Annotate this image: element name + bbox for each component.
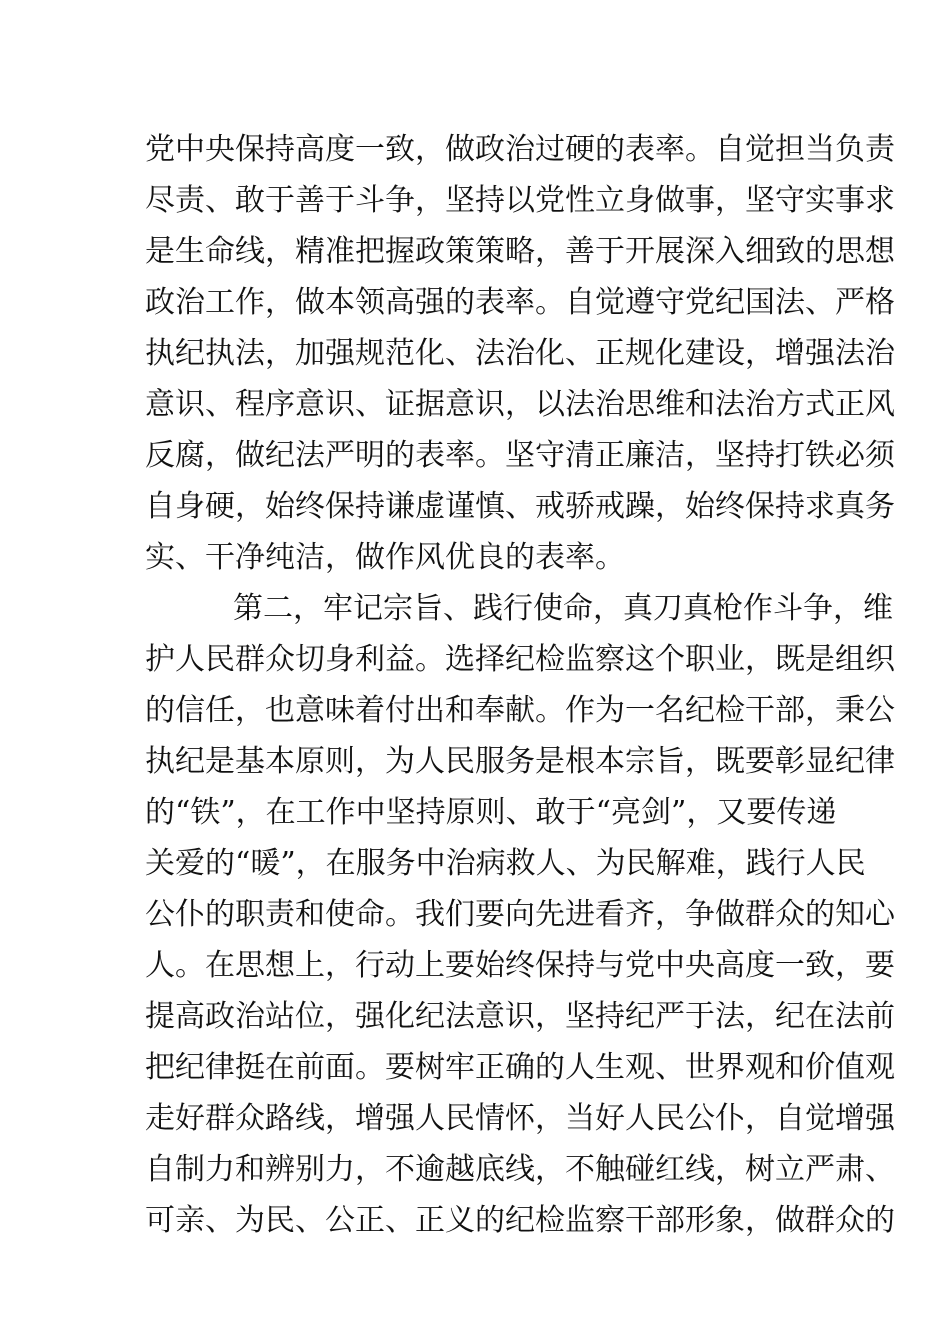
body-text [145, 124, 895, 1246]
text-line: 政治工作，做本领高强的表率。自觉遵守党纪国法、严格 [145, 285, 895, 320]
text-line: 的信任，也意味着付出和奉献。作为一名纪检干部，秉公 [145, 693, 895, 728]
text-line: 自身硬，始终保持谦虚谨慎、戒骄戒躁，始终保持求真务 [145, 489, 895, 524]
text-line: 可亲、为民、公正、正义的纪检监察干部形象，做群众的 [145, 1203, 895, 1238]
text-line: 实、干净纯洁，做作风优良的表率。 [145, 540, 625, 575]
text-line: 公仆的职责和使命。我们要向先进看齐，争做群众的知心 [145, 897, 895, 932]
text-line: 是生命线，精准把握政策策略，善于开展深入细致的思想 [145, 234, 895, 269]
text-line: 的“铁”，在工作中坚持原则、敢于“亮剑”，又要传递 [145, 795, 837, 830]
text-line: 党中央保持高度一致，做政治过硬的表率。自觉担当负责 [145, 132, 895, 167]
text-line: 把纪律挺在前面。要树牢正确的人生观、世界观和价值观 [145, 1050, 895, 1085]
text-line: 护人民群众切身利益。选择纪检监察这个职业，既是组织 [145, 642, 895, 677]
text-line: 意识、程序意识、证据意识，以法治思维和法治方式正风 [145, 387, 895, 422]
paragraph-start-line: 第二，牢记宗旨、践行使命，真刀真枪作斗争，维 [233, 591, 893, 626]
text-line: 关爱的“暖”，在服务中治病救人、为民解难，践行人民 [145, 846, 866, 881]
text-line: 尽责、敢于善于斗争，坚持以党性立身做事，坚守实事求 [145, 183, 895, 218]
text-line: 反腐，做纪法严明的表率。坚守清正廉洁，坚持打铁必须 [145, 438, 895, 473]
text-line: 执纪执法，加强规范化、法治化、正规化建设，增强法治 [145, 336, 895, 371]
text-line: 人。在思想上，行动上要始终保持与党中央高度一致，要 [145, 948, 895, 983]
text-line: 提高政治站位，强化纪法意识，坚持纪严于法，纪在法前 [145, 999, 895, 1034]
text-line: 自制力和辨别力，不逾越底线，不触碰红线，树立严肃、 [145, 1152, 895, 1187]
text-line: 执纪是基本原则，为人民服务是根本宗旨，既要彰显纪律 [145, 744, 895, 779]
text-line: 走好群众路线，增强人民情怀，当好人民公仆，自觉增强 [145, 1101, 895, 1136]
